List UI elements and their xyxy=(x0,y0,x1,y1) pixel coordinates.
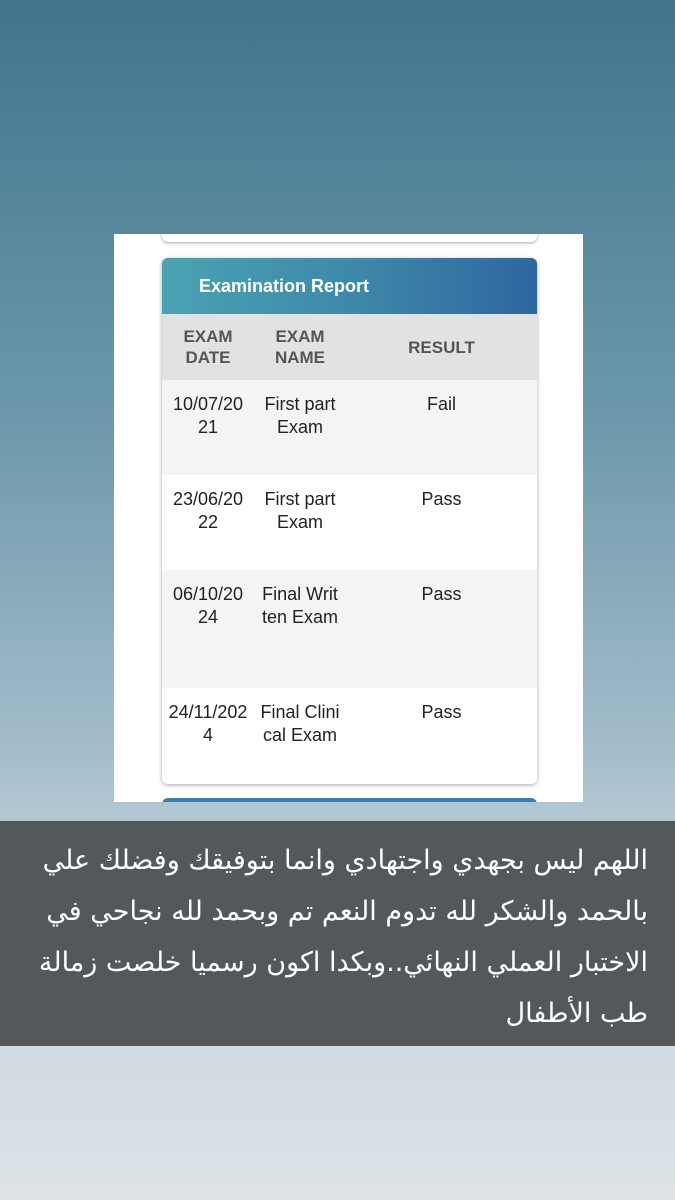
caption-text: اللهم ليس بجهدي واجتهادي وانما بتوفيقك وفضلك علي بالحمد والشكر لله تدوم النعم تم وبحمد لله نجاحي في الاختبار العملي النهائي..وبكدا اكون رسميا خلصت زمالة طب الأطفال xyxy=(38,845,648,1029)
column-header-exam-name: EXAM NAME xyxy=(254,314,346,380)
embedded-screenshot xyxy=(114,234,583,802)
table-row xyxy=(162,688,537,783)
table-row xyxy=(162,570,537,688)
story-caption-box xyxy=(0,821,675,1046)
column-header-result: RESULT xyxy=(346,314,537,380)
exam-name-cell: Final Clinical Exam xyxy=(254,688,346,783)
column-header-exam-date: EXAM DATE xyxy=(162,314,254,380)
result-cell: Pass xyxy=(346,475,537,570)
next-card xyxy=(162,798,537,802)
table-row xyxy=(162,380,537,475)
result-cell: Pass xyxy=(346,570,537,688)
exam-date-cell: 23/06/2022 xyxy=(162,475,254,570)
exam-date-cell: 10/07/2021 xyxy=(162,380,254,475)
card-title: Examination Report xyxy=(199,275,370,296)
card-header xyxy=(162,258,537,314)
exam-name-cell: First part Exam xyxy=(254,380,346,475)
exam-date-cell: 06/10/2024 xyxy=(162,570,254,688)
table-row xyxy=(162,475,537,570)
previous-card xyxy=(162,234,537,242)
exam-name-cell: First part Exam xyxy=(254,475,346,570)
result-cell: Pass xyxy=(346,688,537,783)
result-cell: Fail xyxy=(346,380,537,475)
exam-table xyxy=(162,314,537,783)
exam-name-cell: Final Written Exam xyxy=(254,570,346,688)
exam-date-cell: 24/11/2024 xyxy=(162,688,254,783)
table-header-row xyxy=(162,314,537,380)
examination-report-card xyxy=(162,258,537,784)
